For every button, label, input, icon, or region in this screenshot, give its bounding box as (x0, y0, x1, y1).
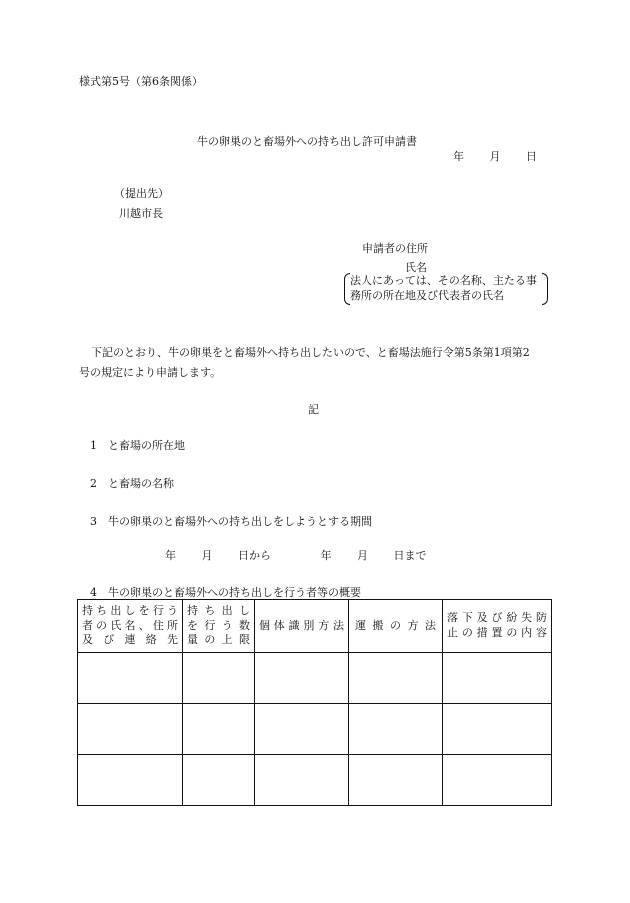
period-to-suffix: 日まで (393, 549, 427, 562)
header-loss-prevention: 落下及び紛失防 止の措置の内容 (443, 600, 552, 653)
recipient-label: （提出先） (114, 187, 169, 200)
date-year: 年 (453, 150, 464, 163)
date-line (453, 150, 537, 163)
document-title: 牛の卵巣のと畜場外への持ち出し許可申請書 (197, 135, 417, 148)
table-cell[interactable] (255, 704, 349, 755)
period-to-month: 月 (357, 549, 368, 562)
header-identification-method: 個体識別方法 (255, 600, 349, 653)
header-operator-info: 持ち出しを行う 者の氏名、住所 及び連絡先 (78, 600, 183, 653)
overview-table (77, 599, 552, 806)
table-cell[interactable] (183, 704, 255, 755)
table-cell[interactable] (349, 704, 443, 755)
body-text-line-2: 号の規定により申請します。 (79, 366, 222, 379)
applicant-address-label: 申請者の住所 (362, 242, 428, 255)
applicant-name-label: 氏名 (405, 261, 427, 274)
recipient-name: 川越市長 (119, 207, 163, 220)
table-row (78, 653, 552, 704)
table-cell[interactable] (183, 653, 255, 704)
period-from-suffix: 日から (238, 549, 271, 562)
table-header-row (78, 600, 552, 653)
table-cell[interactable] (349, 653, 443, 704)
corporate-note-line-2: 務所の所在地及び代表者の氏名 (350, 289, 504, 302)
header-quantity-limit: 持ち出し を行う数 量の上限 (183, 600, 255, 653)
corporate-note-line-1: 法人にあっては、その名称、主たる事 (350, 274, 537, 287)
table-cell[interactable] (443, 653, 552, 704)
period-from-month: 月 (201, 549, 213, 562)
table-cell[interactable] (255, 653, 349, 704)
table-cell[interactable] (349, 755, 443, 806)
table-cell[interactable] (78, 653, 183, 704)
date-month: 月 (489, 150, 501, 163)
period-to-year: 年 (320, 549, 332, 562)
table-cell[interactable] (78, 755, 183, 806)
corporate-note-box (344, 273, 548, 305)
body-text-line-1: 下記のとおり、牛の卵巣をと畜場外へ持ち出したいので、と畜場法施行令第5条第1項第2 (91, 346, 530, 359)
item-slaughterhouse-location: 1 と畜場の所在地 (90, 439, 185, 452)
table-cell[interactable] (183, 755, 255, 806)
form-number: 様式第5号（第6条関係） (79, 75, 203, 88)
table-row (78, 704, 552, 755)
ki-heading: 記 (308, 403, 319, 416)
period-from-year: 年 (165, 549, 176, 562)
table-cell[interactable] (78, 704, 183, 755)
table-cell[interactable] (443, 704, 552, 755)
date-day: 日 (526, 150, 537, 163)
table-cell[interactable] (443, 755, 552, 806)
period-line (165, 549, 427, 562)
right-bracket (542, 273, 548, 305)
header-transport-method: 運搬の方法 (349, 600, 443, 653)
table-cell[interactable] (255, 755, 349, 806)
item-slaughterhouse-name: 2 と畜場の名称 (90, 477, 174, 490)
table-row (78, 755, 552, 806)
item-overview: 4 牛の卵巣のと畜場外への持ち出しを行う者等の概要 (90, 586, 361, 599)
item-takeout-period: 3 牛の卵巣のと畜場外への持ち出しをしようとする期間 (90, 515, 372, 528)
